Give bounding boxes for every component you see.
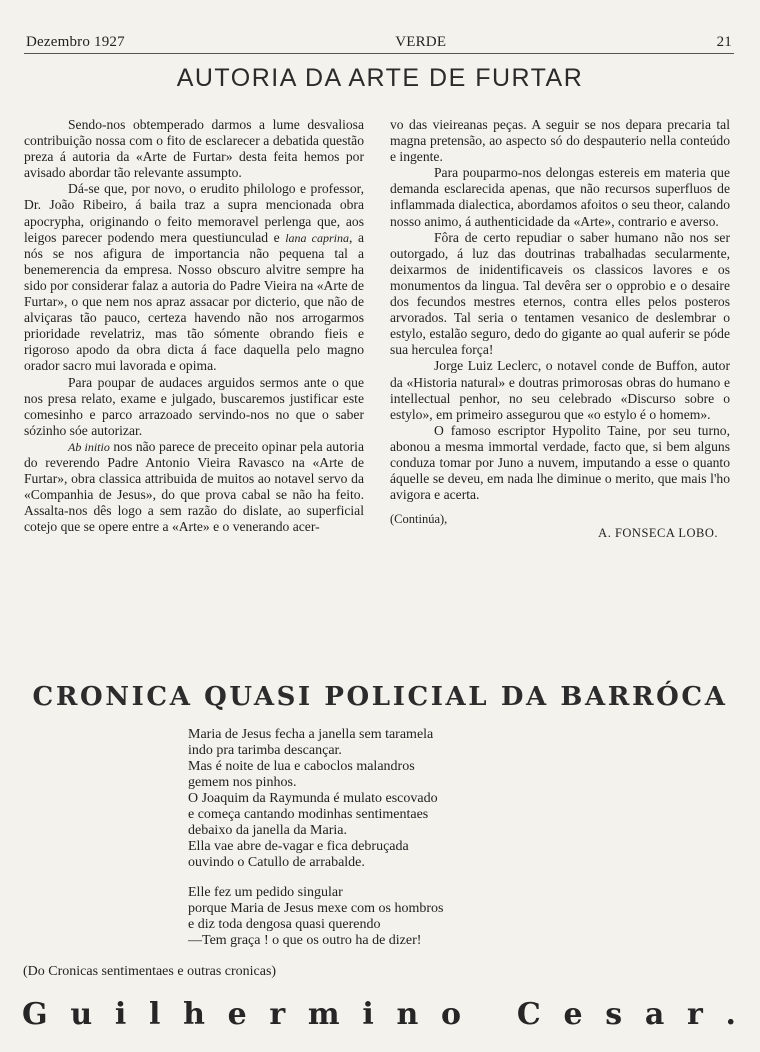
right-column-paragraph: O famoso escriptor Hypolito Taine, por seu turno, abonou a mesma immortal verdade, facto que, si bem alguns conduza tomar por Juno a nuvem, imputando a esse o quanto áquelle se deveu, em nada lhe diminue o merito, que mais l'ho avigora e acerta. (390, 422, 730, 503)
signature-letter: i (114, 997, 127, 1032)
running-header (26, 34, 732, 51)
signature-letter: C (516, 997, 541, 1032)
poem-title: CRONICA QUASI POLICIAL DA BARRÓCA (32, 682, 728, 712)
poem-verse: Ella vae abre de-vagar e fica debruçada (188, 839, 409, 854)
right-column (390, 117, 730, 541)
poem-verse: debaixo da janella da Maria. (188, 823, 347, 838)
poem-body (188, 727, 628, 963)
signature-letter (484, 997, 494, 1032)
header-rule (24, 53, 734, 54)
poem-verse: ouvindo o Catullo de arrabalde. (188, 855, 365, 870)
poem-verse: gemem nos pinhos. (188, 775, 297, 790)
signature-letter: e (563, 997, 583, 1032)
article-body (24, 117, 730, 541)
italic-phrase: Ab initio (68, 439, 110, 454)
poem-author (22, 997, 736, 1032)
signature-letter: a (644, 997, 665, 1032)
left-column-paragraph: Ab initio nos não parece de preceito opinar pela autoria do reverendo Padre Antonio Vieira Ravasco na «Arte de Furtar», obra classica attribuida de muitos ao notavel servo da «Companhia de Jesus», do que prova cabal se não ha feito. Assalta-nos dês logo a sem razão do dislate, ao superficial cotejo que se opere entre a «Arte» e o venerando acer- (24, 438, 364, 535)
left-column-paragraph: Sendo-nos obtemperado darmos a lume desvaliosa contribuição nossa com o fito de esclarecer a debatida questão preza á autoria da «Arte de Furtar» desta feita hemos por avisado abordar tão relevante assumpto. (24, 117, 364, 181)
poem-stanza (188, 727, 628, 871)
signature-letter: r (686, 997, 703, 1032)
right-column-paragraphs (390, 117, 730, 503)
signature-letter: n (396, 997, 419, 1032)
signature-letter: l (148, 997, 161, 1032)
magazine-name: VERDE (395, 34, 447, 50)
poem-verse: e começa cantando modinhas sentimentaes (188, 807, 429, 822)
left-column-paragraph: Para poupar de audaces arguidos sermos ante o que nos presa relato, exame e julgado, buscaremos justificar este comesinho e parco arrazoado servindo-nos no que o saber sózinho sóe autorizar. (24, 374, 364, 438)
left-column-paragraph: Dá-se que, por novo, o erudito philologo e professor, Dr. João Ribeiro, á baila traz a supra mencionada obra apocrypha, originando o feito memoravel perlenga que, aos leigos parecer podendo mera questiunculad e lana caprina, a nós se nos afigura de importancia não pequena tal a benemerencia da empresa. Nosso obscuro alvitre sempre ha sido por considerar falaz a autoria do Padre Vieira na «Arte de Furtar», o que nem nos apraz assacar por dicterio, que não de alviçaras tão pauco, certeza havendo não nos arrogarmos prioridade revelatriz, mas tão sómente obrando fieis e rigoroso apodo da obra dicta á face daquella pelo magno orador sacro mui lavorada e opima. (24, 181, 364, 374)
right-column-paragraph: Fôra de certo repudiar o saber humano não nos ser outorgado, á luz das doutrinas trabalhadas secularmente, deixarmos de inidentificaveis os classicos lavores e os monumentos da lingua. Tal devêra ser o opprobio e o desaire dos fecundos mestres eternos, contra elles pelos posteros arvorados. Tal seria o tentamen vesanico de deslembrar o estylo, estalão seguro, dedo do gigante ao qual auferir se póde sua herculea força! (390, 229, 730, 358)
right-column-paragraph: Jorge Luiz Leclerc, o notavel conde de Buffon, autor da «Historia natural» e doutras primorosas obras do humano e intellectual penhor, no seu celebrado «Discurso sobre o estylo», em primeiro assegurou que «o estylo é o homem». (390, 358, 730, 422)
poem-verse: Elle fez um pedido singular (188, 885, 343, 900)
signature-letter: r (269, 997, 286, 1032)
page-number: 21 (716, 34, 732, 50)
poem-verse: porque Maria de Jesus mexe com os hombros (188, 901, 444, 916)
signature-letter: u (70, 997, 93, 1032)
poem-verse: e diz toda dengosa quasi querendo (188, 917, 381, 932)
continua-note: (Continúa), (390, 512, 448, 527)
poem-verse: indo pra tarimba descançar. (188, 743, 342, 758)
poem-verse: Mas é noite de lua e caboclos malandros (188, 759, 415, 774)
signature-letter: G (22, 997, 48, 1032)
poem-verse: —Tem graça ! o que os outro ha de dizer! (188, 933, 422, 948)
signature-letter: o (440, 997, 461, 1032)
signature-letter: m (307, 997, 340, 1032)
poem-stanza (188, 885, 628, 949)
signature-letter: e (227, 997, 247, 1032)
article-title: AUTORIA DA ARTE DE FURTAR (176, 64, 584, 92)
poem-source-note: (Do Cronicas sentimentaes e outras cronicas) (23, 964, 277, 979)
signature-letter: s (605, 997, 623, 1032)
signature-letter: . (725, 997, 736, 1032)
issue-date: Dezembro 1927 (26, 34, 125, 50)
left-column (24, 117, 364, 541)
article-byline: A. FONSECA LOBO. (598, 526, 718, 541)
right-column-paragraph: vo das vieireanas peças. A seguir se nos depara precaria tal magna pretensão, ao aspecto só do despauterio nella conteúdo e ingente. (390, 117, 730, 165)
signature-letter: i (362, 997, 374, 1032)
signature-letter: h (183, 997, 205, 1032)
poem-verse: O Joaquim da Raymunda é mulato escovado (188, 791, 438, 806)
right-column-paragraph: Para pouparmo-nos delongas estereis em materia que demanda esclarecida apenas, que não recursos superfluos de inflammada dialectica, abordamos afoitos o seu theor, calando nosso animo, á authenticidade da «Arte», contrario e averso. (390, 165, 730, 229)
italic-phrase: lana caprina (285, 230, 350, 245)
poem-verse: Maria de Jesus fecha a janella sem taramela (188, 727, 434, 742)
